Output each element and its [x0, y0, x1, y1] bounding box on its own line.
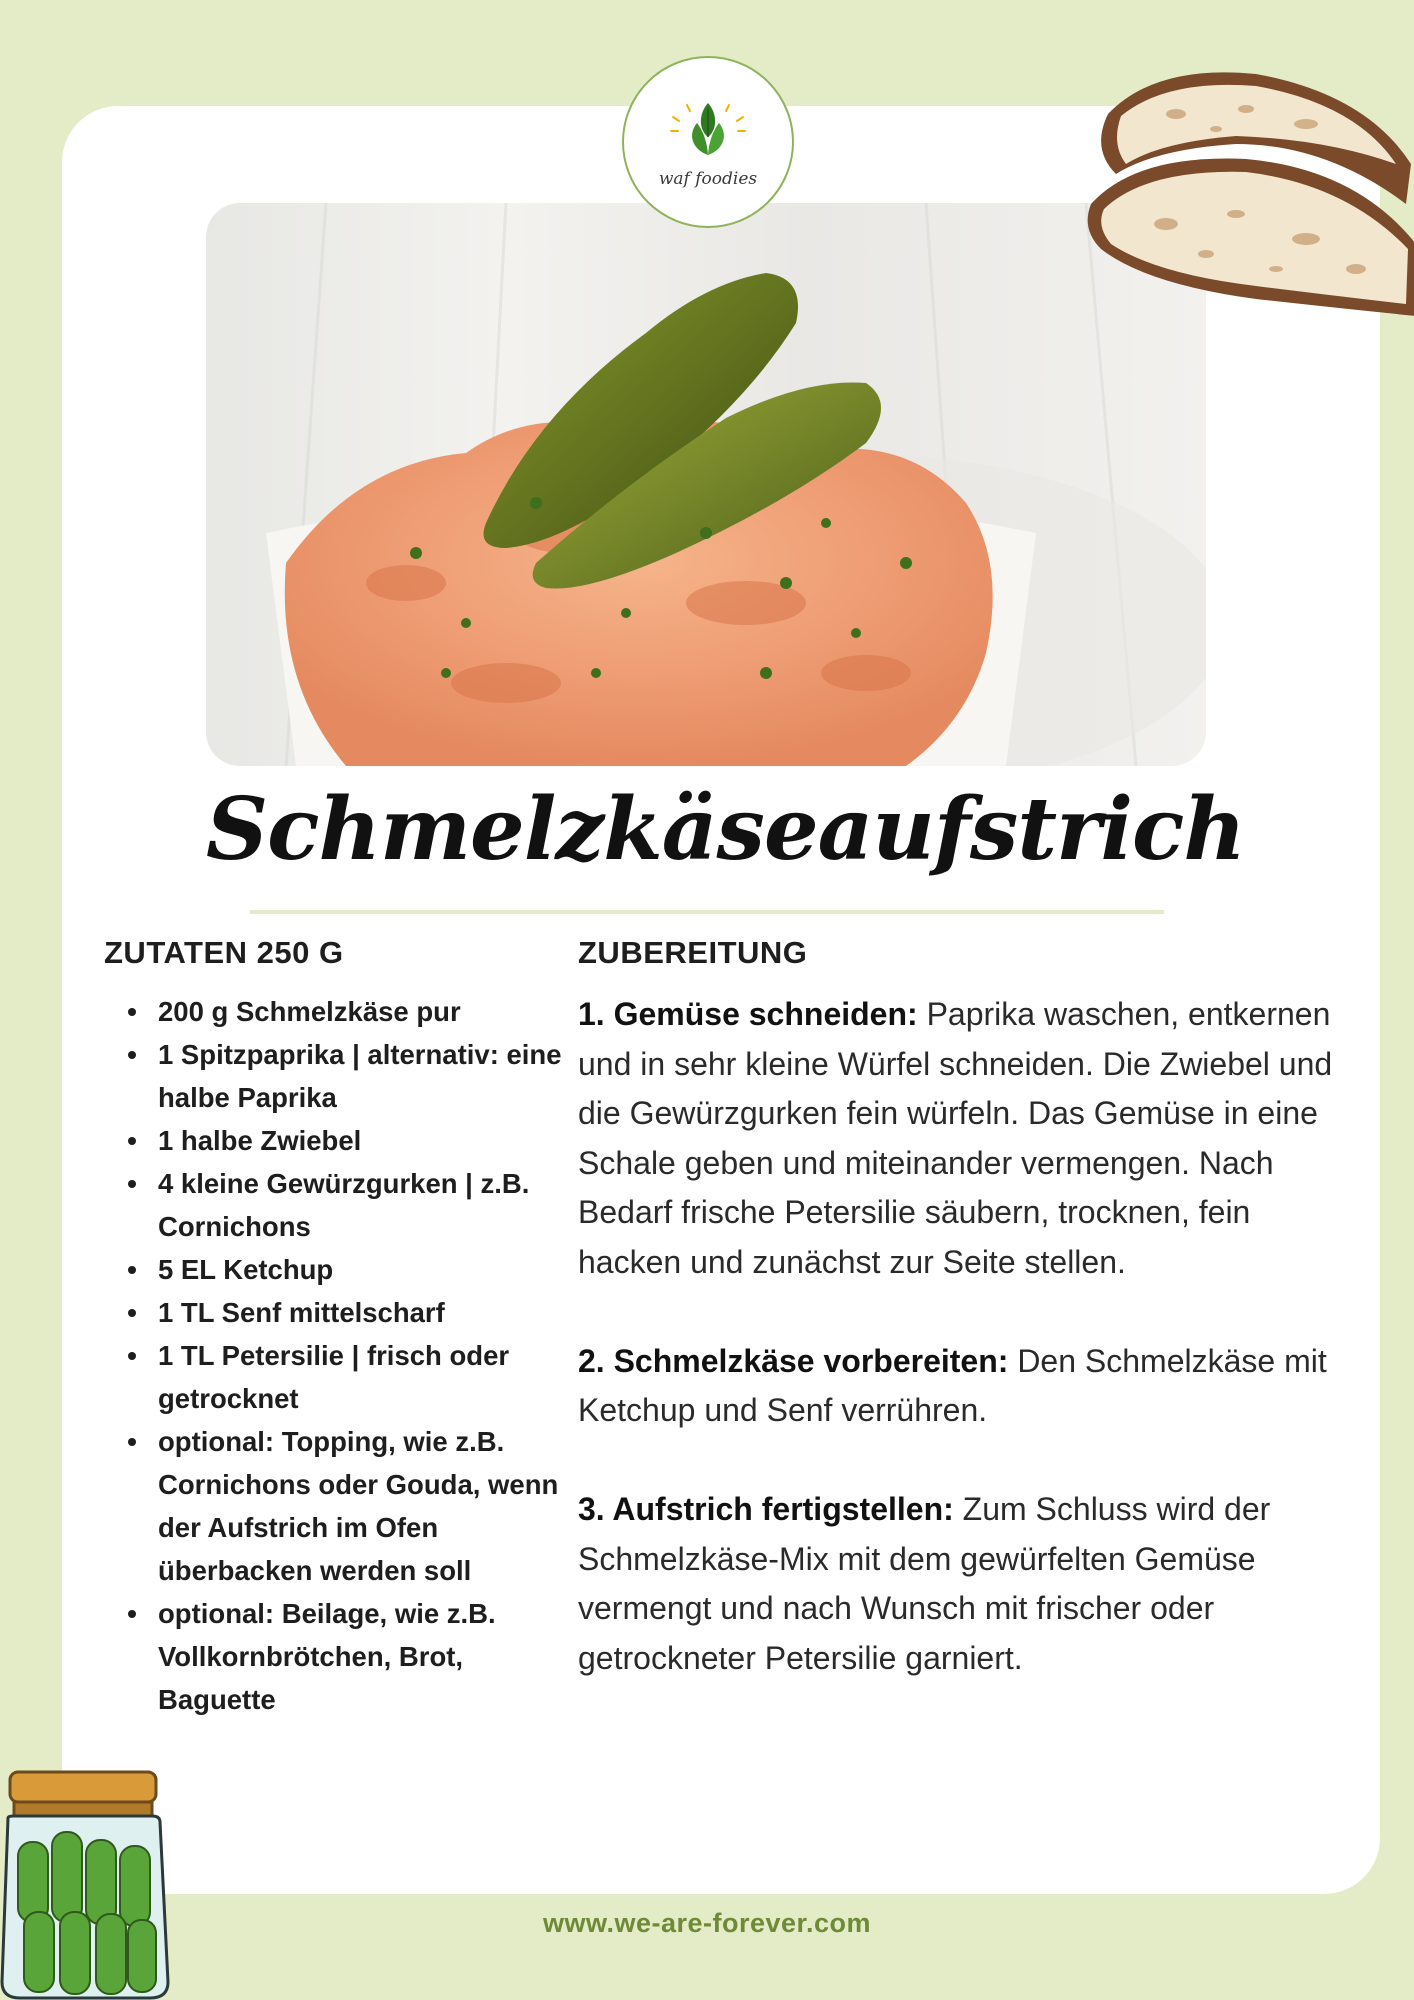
ingredients-heading: ZUTATEN 250 G	[104, 935, 344, 970]
hero-photo	[206, 203, 1206, 766]
bread-slices-illustration	[1086, 54, 1414, 324]
brand-logo[interactable]	[622, 56, 794, 228]
ingredient-item: 5 EL Ketchup	[158, 1248, 564, 1291]
preparation-step	[578, 990, 1338, 1287]
ingredient-item: optional: Topping, wie z.B. Cornichons oder Gouda, wenn der Aufstrich im Ofen überbacken werden soll	[158, 1420, 564, 1592]
footer-url[interactable]: www.we-are-forever.com	[542, 1908, 872, 1938]
preparation-steps	[578, 990, 1338, 1733]
ingredient-item: 1 TL Petersilie | frisch oder getrocknet	[158, 1334, 564, 1420]
step-text: Paprika waschen, entkernen und in sehr kleine Würfel schneiden. Die Zwiebel und die Gewürzgurken fein würfeln. Das Gemüse in eine Schale geben und miteinander vermengen. Nach Bedarf frische Petersilie säubern, trocknen, fein hacken und zunächst zur Seite stellen.	[578, 996, 1333, 1280]
ingredient-item: 4 kleine Gewürzgurken | z.B. Cornichons	[158, 1162, 564, 1248]
step-text: Zum Schluss wird der Schmelzkäse-Mix mit dem gewürfelten Gemüse vermengt und nach Wunsch mit frischer oder getrockneter Petersilie garniert.	[578, 1491, 1271, 1676]
ingredient-item: 1 TL Senf mittelscharf	[158, 1291, 564, 1334]
pickle-jar-illustration	[0, 1762, 186, 2000]
recipe-title: Schmelzkäseaufstrich	[206, 779, 1245, 880]
step-text: Den Schmelzkäse mit Ketchup und Senf verrühren.	[578, 1342, 1327, 1428]
logo-text: waf foodies	[658, 169, 758, 189]
ingredients-list	[104, 990, 564, 1721]
ingredient-item: optional: Beilage, wie z.B. Vollkornbrötchen, Brot, Baguette	[158, 1592, 564, 1721]
spread-bowl-illustration	[206, 203, 1206, 766]
step-title: 2. Schmelzkäse vorbereiten:	[578, 1342, 1009, 1379]
step-title: 1. Gemüse schneiden:	[578, 996, 918, 1032]
basil-leaf-icon	[663, 95, 753, 165]
step-title: 3. Aufstrich fertigstellen:	[578, 1491, 954, 1527]
preparation-step	[578, 1485, 1338, 1683]
ingredient-item: 1 halbe Zwiebel	[158, 1119, 564, 1162]
title-divider	[250, 910, 1164, 914]
preparation-step	[578, 1337, 1338, 1436]
ingredient-item: 200 g Schmelzkäse pur	[158, 990, 564, 1033]
preparation-heading: ZUBEREITUNG	[578, 935, 808, 970]
ingredient-item: 1 Spitzpaprika | alternativ: eine halbe Paprika	[158, 1033, 564, 1119]
